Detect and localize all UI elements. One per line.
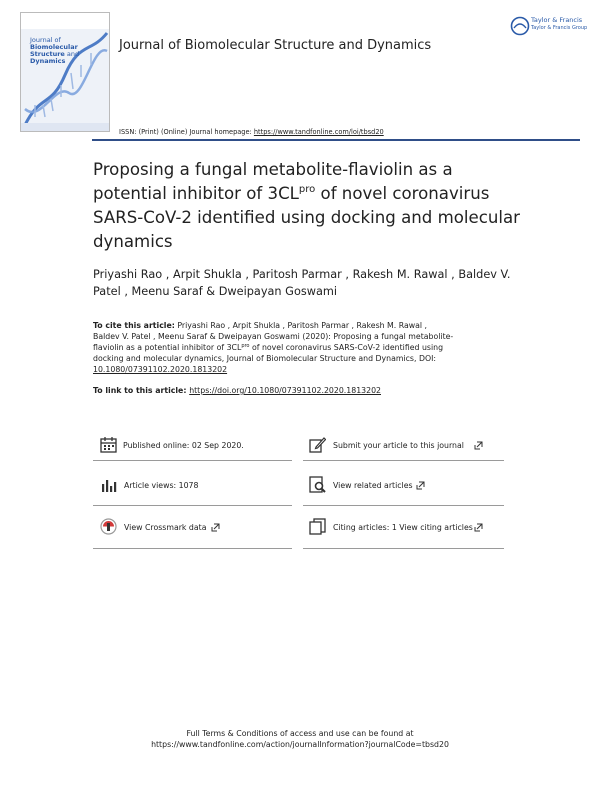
divider [303, 505, 504, 506]
citation-label: To cite this article: [93, 321, 175, 330]
external-link-icon [474, 523, 483, 532]
footer [0, 728, 600, 750]
footer-url[interactable]: https://www.tandfonline.com/action/journalInformation?journalCode=tbsd20 [151, 740, 449, 749]
doi-link[interactable]: 10.1080/07391102.2020.1813202 [93, 365, 228, 374]
citation-block: To cite this article: Priyashi Rao , Arpit Shukla , Paritosh Parmar , Rakesh M. Rawal , Baldev V. Patel , Meenu Saraf & Dweipayan Goswami (2020): Proposing a fungal metabolite- flaviolin as a potential inhibitor of $3CL^{pro}$ of novel coronavirus SARS-CoV-2 identified using docking and molecular dynamics, Journal of Biomolecular Structure and Dynamics, DOI: 10.1080/07391102.2020.1813202 [93, 321, 454, 374]
link-label: To link to this article: [93, 386, 190, 395]
divider [93, 460, 292, 461]
article-authors: Priyashi Rao , Arpit Shukla , Paritosh Parmar , Rakesh M. Rawal , Baldev V. Patel , Meenu Saraf & Dweipayan Goswami [93, 268, 511, 298]
issn-label: ISSN: (Print) (Online) Journal homepage: [119, 128, 254, 136]
footer-terms: Full Terms & Conditions of access and use can be found at [186, 729, 414, 738]
edit-icon [309, 436, 326, 453]
external-link-icon [211, 523, 220, 532]
divider [303, 548, 504, 549]
divider [93, 505, 292, 506]
journal-homepage-link[interactable]: https://www.tandfonline.com/loi/tbsd20 [253, 128, 384, 136]
publisher-group: Taylor & Francis Group [531, 24, 588, 31]
search-document-icon [309, 476, 326, 493]
publisher-logo-icon [510, 16, 530, 36]
divider [93, 548, 292, 549]
dna-helix-graphic [21, 13, 109, 131]
article-doi-url[interactable]: https://doi.org/10.1080/07391102.2020.1813202 [189, 386, 381, 395]
journal-title: Journal of Biomolecular Structure and Dynamics [119, 38, 432, 53]
bar-chart-icon [100, 476, 117, 493]
article-title: Proposing a fungal metabolite-flaviolin as a potential inhibitor of $3CL^{pro}$ of novel coronavirus SARS-CoV-2 identified using docking and molecular dynamics [93, 160, 520, 251]
citation-pages-icon [309, 518, 326, 535]
external-link-icon [474, 441, 483, 450]
publisher-logo-text [531, 17, 587, 32]
crossmark-icon [100, 518, 117, 535]
issn-line [119, 128, 384, 136]
calendar-icon [100, 436, 117, 453]
journal-cover-image [20, 12, 110, 132]
header-divider [92, 139, 580, 141]
publisher-name: Taylor & Francis [531, 16, 583, 24]
cover-title: Journal of Biomolecular Structure and Dynamics [30, 36, 80, 65]
divider [303, 460, 504, 461]
external-link-icon [416, 481, 425, 490]
article-link-line [93, 386, 381, 395]
